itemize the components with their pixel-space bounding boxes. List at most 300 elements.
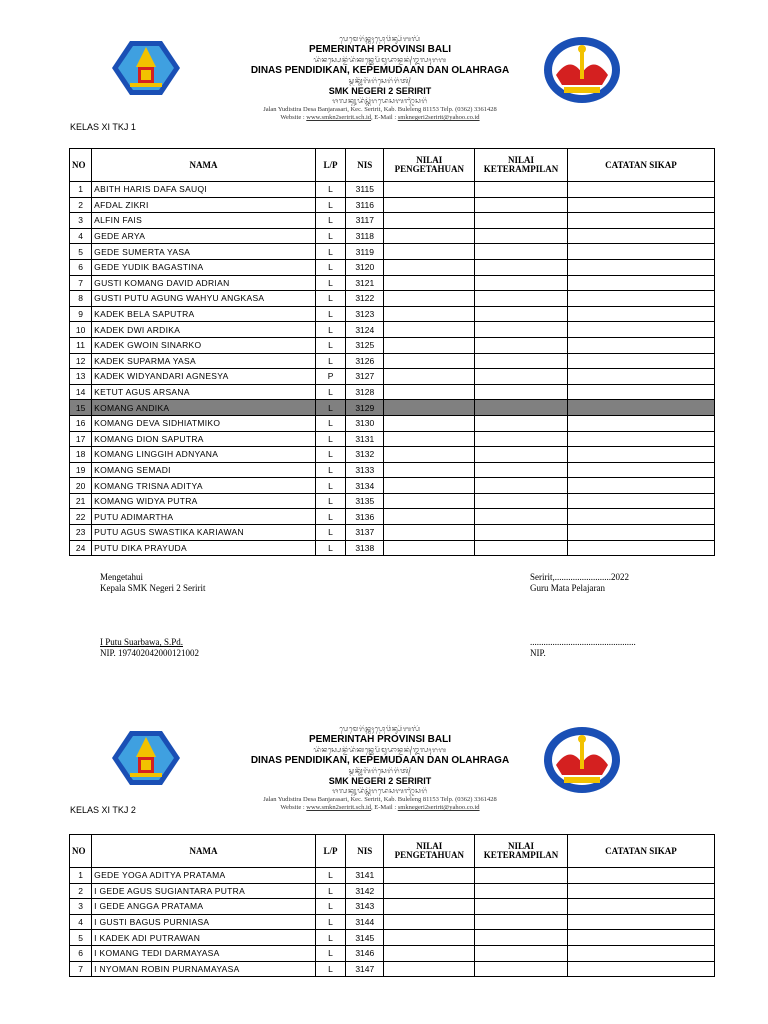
cell-nilai-keterampilan[interactable] <box>475 868 568 884</box>
cell-no: 24 <box>70 540 92 556</box>
cell-nilai-pengetahuan[interactable] <box>384 930 475 946</box>
cell-lp: L <box>315 306 345 322</box>
cell-no: 22 <box>70 509 92 525</box>
cell-nis: 3117 <box>346 213 384 229</box>
col-nilai-pengetahuan <box>384 835 475 868</box>
cell-lp: L <box>315 509 345 525</box>
cell-nama: KOMANG ANDIKA <box>92 400 316 416</box>
balinese-script-line: ᬲ᭄ᬫᬓ᭄ᬦᭂᬕᭂᬭᬶᬲᬾᬭᬶᬭᬶᬢ᭄ <box>348 767 412 775</box>
balinese-script-line: ᬧᬾᬫᬾᬭᬶᬦ᭄ᬢᬄᬧ᭄ᬭᭀᬯᬶᬦ᭄ᬲᬶᬩᬮᬶ <box>339 725 421 733</box>
website-label: Website : <box>280 114 305 121</box>
email-link[interactable]: smknegeri2seririt@yahoo.co.id <box>397 114 480 121</box>
cell-lp: L <box>315 275 345 291</box>
table-row <box>70 509 715 525</box>
teacher-name-blank: ............................................... <box>530 637 636 647</box>
cell-nilai-pengetahuan[interactable] <box>384 462 475 478</box>
col-nilai-pengetahuan-line1: NILAI <box>416 155 443 165</box>
cell-nilai-keterampilan[interactable] <box>475 322 568 338</box>
cell-nilai-keterampilan[interactable] <box>475 883 568 899</box>
bali-province-logo <box>110 727 182 789</box>
cell-catatan-sikap[interactable] <box>567 945 714 961</box>
place-date: Seririt,.........................2022 <box>530 572 629 582</box>
cell-nama: KOMANG WIDYA PUTRA <box>92 493 316 509</box>
cell-lp: L <box>315 244 345 260</box>
cell-nama: I KADEK ADI PUTRAWAN <box>92 930 316 946</box>
cell-nilai-pengetahuan[interactable] <box>384 961 475 977</box>
principal-nip: NIP. 197402042000121002 <box>100 648 200 658</box>
school-address: Jalan Yudistira Desa Banjarasari, Kec. Seririt, Kab. Buleleng 81153 Telp. (0362) 3361428 <box>263 796 497 803</box>
cell-catatan-sikap[interactable] <box>567 961 714 977</box>
balinese-script-line: ᬚᬮᬦ᭄ᬬᬸᬤᬶᬲ᭄ᬢᬶᬭᬤᬾᬲᬩᬜ᭄ᬚᬃᬲᬭᬶ <box>332 787 428 795</box>
col-catatan-sikap: CATATAN SIKAP <box>567 835 714 868</box>
cell-catatan-sikap[interactable] <box>567 353 714 369</box>
cell-no: 23 <box>70 525 92 541</box>
cell-catatan-sikap[interactable] <box>567 400 714 416</box>
cell-lp: L <box>315 447 345 463</box>
cell-nis: 3145 <box>346 930 384 946</box>
col-nilai-pengetahuan-line1: NILAI <box>416 841 443 851</box>
cell-nis: 3143 <box>346 899 384 915</box>
table-row <box>70 369 715 385</box>
cell-nilai-keterampilan[interactable] <box>475 447 568 463</box>
cell-nama: I GEDE ANGGA PRATAMA <box>92 899 316 915</box>
col-nis: NIS <box>346 835 384 868</box>
cell-lp: L <box>315 961 345 977</box>
cell-nilai-pengetahuan[interactable] <box>384 400 475 416</box>
cell-lp: L <box>315 868 345 884</box>
col-no: NO <box>70 835 92 868</box>
cell-no: 4 <box>70 914 92 930</box>
cell-nis: 3146 <box>346 945 384 961</box>
teacher-nip: NIP. <box>530 648 546 658</box>
cell-nilai-keterampilan[interactable] <box>475 493 568 509</box>
cell-nis: 3122 <box>346 291 384 307</box>
grade-table-2 <box>69 834 715 977</box>
cell-nama: KOMANG TRISNA ADITYA <box>92 478 316 494</box>
cell-catatan-sikap[interactable] <box>567 275 714 291</box>
cell-nis: 3124 <box>346 322 384 338</box>
cell-nama: ALFIN FAIS <box>92 213 316 229</box>
cell-no: 5 <box>70 930 92 946</box>
cell-nilai-pengetahuan[interactable] <box>384 509 475 525</box>
cell-catatan-sikap[interactable] <box>567 540 714 556</box>
cell-nilai-pengetahuan[interactable] <box>384 540 475 556</box>
school-logo <box>542 35 622 105</box>
cell-catatan-sikap[interactable] <box>567 259 714 275</box>
cell-no: 6 <box>70 259 92 275</box>
cell-nilai-pengetahuan[interactable] <box>384 275 475 291</box>
cell-lp: L <box>315 259 345 275</box>
cell-nis: 3134 <box>346 478 384 494</box>
cell-nilai-keterampilan[interactable] <box>475 291 568 307</box>
principal-name: I Putu Suarbawa, S.Pd. <box>100 637 183 647</box>
cell-nama: KADEK SUPARMA YASA <box>92 353 316 369</box>
cell-nilai-keterampilan[interactable] <box>475 415 568 431</box>
cell-nilai-keterampilan[interactable] <box>475 197 568 213</box>
cell-nis: 3123 <box>346 306 384 322</box>
cell-nilai-keterampilan[interactable] <box>475 930 568 946</box>
cell-nama: I GEDE AGUS SUGIANTARA PUTRA <box>92 883 316 899</box>
cell-lp: L <box>315 493 345 509</box>
col-nilai-pengetahuan-line2: PENGETAHUAN <box>394 850 464 860</box>
cell-nilai-pengetahuan[interactable] <box>384 525 475 541</box>
cell-no: 4 <box>70 228 92 244</box>
cell-no: 15 <box>70 400 92 416</box>
cell-nama: KADEK BELA SAPUTRA <box>92 306 316 322</box>
cell-nama: GEDE ARYA <box>92 228 316 244</box>
email-link[interactable]: smknegeri2seririt@yahoo.co.id <box>397 804 480 811</box>
cell-catatan-sikap[interactable] <box>567 182 714 198</box>
table-row <box>70 244 715 260</box>
table-row <box>70 914 715 930</box>
cell-nilai-pengetahuan[interactable] <box>384 883 475 899</box>
cell-catatan-sikap[interactable] <box>567 509 714 525</box>
cell-nilai-keterampilan[interactable] <box>475 213 568 229</box>
cell-nilai-keterampilan[interactable] <box>475 337 568 353</box>
cell-nilai-keterampilan[interactable] <box>475 353 568 369</box>
cell-nilai-keterampilan[interactable] <box>475 259 568 275</box>
cell-nilai-pengetahuan[interactable] <box>384 337 475 353</box>
mengetahui-label: Mengetahui <box>100 572 143 582</box>
signature-right <box>530 572 636 659</box>
cell-catatan-sikap[interactable] <box>567 868 714 884</box>
cell-nilai-pengetahuan[interactable] <box>384 478 475 494</box>
cell-no: 1 <box>70 868 92 884</box>
cell-nilai-keterampilan[interactable] <box>475 509 568 525</box>
col-nama: NAMA <box>92 835 316 868</box>
table-row <box>70 213 715 229</box>
cell-nilai-keterampilan[interactable] <box>475 244 568 260</box>
cell-nilai-keterampilan[interactable] <box>475 228 568 244</box>
balinese-script-line: ᬤᬶᬦᬲ᭄ᬧᬾᬦ᭄ᬤᬶᬤᬶᬓᬦ᭄ᬓᬾᬧᭂᬫᬸᬤᬵᬦ᭄ᬤᬦ᭄ᬑᬮᬄᬭᬕ <box>313 746 447 754</box>
contact-line <box>200 804 560 812</box>
table-header-row <box>70 835 715 868</box>
cell-nama: PUTU AGUS SWASTIKA KARIAWAN <box>92 525 316 541</box>
cell-catatan-sikap[interactable] <box>567 244 714 260</box>
letterhead-1 <box>0 35 768 121</box>
cell-nilai-keterampilan[interactable] <box>475 525 568 541</box>
cell-lp: L <box>315 540 345 556</box>
col-nilai-keterampilan-line1: NILAI <box>507 841 534 851</box>
cell-lp: L <box>315 384 345 400</box>
cell-nama: GUSTI PUTU AGUNG WAHYU ANGKASA <box>92 291 316 307</box>
cell-nis: 3129 <box>346 400 384 416</box>
cell-nilai-pengetahuan[interactable] <box>384 213 475 229</box>
cell-nis: 3136 <box>346 509 384 525</box>
cell-no: 7 <box>70 275 92 291</box>
col-nilai-keterampilan-line1: NILAI <box>507 155 534 165</box>
col-lp: L/P <box>315 149 345 182</box>
cell-lp: L <box>315 914 345 930</box>
cell-no: 1 <box>70 182 92 198</box>
cell-nama: KETUT AGUS ARSANA <box>92 384 316 400</box>
cell-lp: L <box>315 213 345 229</box>
cell-nilai-pengetahuan[interactable] <box>384 384 475 400</box>
table-row <box>70 961 715 977</box>
cell-catatan-sikap[interactable] <box>567 228 714 244</box>
table-row <box>70 462 715 478</box>
table-row <box>70 415 715 431</box>
school-logo <box>542 725 622 795</box>
cell-no: 5 <box>70 244 92 260</box>
cell-nilai-pengetahuan[interactable] <box>384 228 475 244</box>
cell-no: 2 <box>70 883 92 899</box>
cell-catatan-sikap[interactable] <box>567 213 714 229</box>
cell-no: 13 <box>70 369 92 385</box>
cell-lp: L <box>315 228 345 244</box>
cell-nis: 3137 <box>346 525 384 541</box>
cell-lp: L <box>315 883 345 899</box>
table-row <box>70 291 715 307</box>
table-row <box>70 353 715 369</box>
col-nilai-keterampilan-line2: KETERAMPILAN <box>483 164 559 174</box>
cell-nis: 3131 <box>346 431 384 447</box>
cell-lp: L <box>315 197 345 213</box>
cell-catatan-sikap[interactable] <box>567 384 714 400</box>
cell-nilai-keterampilan[interactable] <box>475 540 568 556</box>
cell-lp: L <box>315 337 345 353</box>
cell-no: 11 <box>70 337 92 353</box>
col-nis: NIS <box>346 149 384 182</box>
cell-catatan-sikap[interactable] <box>567 930 714 946</box>
cell-nilai-keterampilan[interactable] <box>475 462 568 478</box>
cell-nis: 3127 <box>346 369 384 385</box>
school-name: SMK NEGERI 2 SERIRIT <box>328 776 432 786</box>
cell-nis: 3130 <box>346 415 384 431</box>
cell-catatan-sikap[interactable] <box>567 337 714 353</box>
cell-nilai-keterampilan[interactable] <box>475 961 568 977</box>
cell-nama: GUSTI KOMANG DAVID ADRIAN <box>92 275 316 291</box>
cell-nilai-keterampilan[interactable] <box>475 945 568 961</box>
cell-nis: 3119 <box>346 244 384 260</box>
table-body-1 <box>70 182 715 556</box>
cell-nama: PUTU DIKA PRAYUDA <box>92 540 316 556</box>
cell-no: 20 <box>70 478 92 494</box>
signature-left <box>100 572 205 659</box>
table-row <box>70 337 715 353</box>
teacher-title: Guru Mata Pelajaran <box>530 583 605 593</box>
table-row <box>70 447 715 463</box>
cell-no: 12 <box>70 353 92 369</box>
table-row <box>70 182 715 198</box>
cell-no: 18 <box>70 447 92 463</box>
cell-nama: I KOMANG TEDI DARMAYASA <box>92 945 316 961</box>
cell-nilai-pengetahuan[interactable] <box>384 291 475 307</box>
cell-nilai-keterampilan[interactable] <box>475 478 568 494</box>
school-name: SMK NEGERI 2 SERIRIT <box>328 86 432 96</box>
cell-nama: GEDE SUMERTA YASA <box>92 244 316 260</box>
cell-nilai-keterampilan[interactable] <box>475 384 568 400</box>
cell-lp: L <box>315 930 345 946</box>
cell-nilai-keterampilan[interactable] <box>475 431 568 447</box>
cell-catatan-sikap[interactable] <box>567 306 714 322</box>
website-link[interactable]: www.smkn2seririt.sch.id <box>306 804 372 811</box>
col-nilai-keterampilan <box>475 149 568 182</box>
table-row <box>70 275 715 291</box>
cell-catatan-sikap[interactable] <box>567 291 714 307</box>
table-header-row <box>70 149 715 182</box>
cell-nilai-pengetahuan[interactable] <box>384 868 475 884</box>
cell-nama: KOMANG SEMADI <box>92 462 316 478</box>
cell-catatan-sikap[interactable] <box>567 883 714 899</box>
table-row <box>70 306 715 322</box>
table-row <box>70 945 715 961</box>
cell-no: 10 <box>70 322 92 338</box>
principal-title: Kepala SMK Negeri 2 Seririt <box>100 583 206 593</box>
col-nilai-keterampilan-line2: KETERAMPILAN <box>483 850 559 860</box>
table-row <box>70 322 715 338</box>
cell-lp: L <box>315 945 345 961</box>
table-body-2 <box>70 868 715 977</box>
cell-nilai-keterampilan[interactable] <box>475 899 568 915</box>
col-nilai-keterampilan <box>475 835 568 868</box>
table-row <box>70 540 715 556</box>
school-address: Jalan Yudistira Desa Banjarasari, Kec. Seririt, Kab. Buleleng 81153 Telp. (0362) 3361428 <box>263 106 497 113</box>
cell-nis: 3133 <box>346 462 384 478</box>
cell-lp: P <box>315 369 345 385</box>
cell-nis: 3138 <box>346 540 384 556</box>
table-row <box>70 197 715 213</box>
cell-nilai-pengetahuan[interactable] <box>384 353 475 369</box>
table-row <box>70 384 715 400</box>
cell-nama: KADEK WIDYANDARI AGNESYA <box>92 369 316 385</box>
cell-nama: KOMANG LINGGIH ADNYANA <box>92 447 316 463</box>
cell-no: 17 <box>70 431 92 447</box>
cell-nama: GEDE YOGA ADITYA PRATAMA <box>92 868 316 884</box>
website-link[interactable]: www.smkn2seririt.sch.id <box>306 114 372 121</box>
cell-nama: KADEK DWI ARDIKA <box>92 322 316 338</box>
cell-nis: 3115 <box>346 182 384 198</box>
cell-catatan-sikap[interactable] <box>567 525 714 541</box>
gov-name: PEMERINTAH PROVINSI BALI <box>308 734 452 745</box>
cell-nama: I GUSTI BAGUS PURNIASA <box>92 914 316 930</box>
cell-catatan-sikap[interactable] <box>567 447 714 463</box>
gov-name: PEMERINTAH PROVINSI BALI <box>308 44 452 55</box>
cell-nilai-keterampilan[interactable] <box>475 182 568 198</box>
cell-nilai-pengetahuan[interactable] <box>384 369 475 385</box>
cell-nilai-keterampilan[interactable] <box>475 275 568 291</box>
website-label: Website : <box>280 804 305 811</box>
cell-nilai-pengetahuan[interactable] <box>384 182 475 198</box>
class-title-2: KELAS XI TKJ 2 <box>70 805 136 815</box>
cell-lp: L <box>315 353 345 369</box>
cell-no: 16 <box>70 415 92 431</box>
cell-nilai-keterampilan[interactable] <box>475 306 568 322</box>
cell-lp: L <box>315 322 345 338</box>
balinese-script-line: ᬲ᭄ᬫᬓ᭄ᬦᭂᬕᭂᬭᬶᬲᬾᬭᬶᬭᬶᬢ᭄ <box>348 77 412 85</box>
balinese-script-line: ᬚᬮᬦ᭄ᬬᬸᬤᬶᬲ᭄ᬢᬶᬭᬤᬾᬲᬩᬜ᭄ᬚᬃᬲᬭᬶ <box>332 97 428 105</box>
cell-no: 21 <box>70 493 92 509</box>
cell-nis: 3144 <box>346 914 384 930</box>
table-row <box>70 883 715 899</box>
cell-lp: L <box>315 478 345 494</box>
cell-nilai-keterampilan[interactable] <box>475 400 568 416</box>
cell-nilai-pengetahuan[interactable] <box>384 415 475 431</box>
cell-catatan-sikap[interactable] <box>567 493 714 509</box>
cell-catatan-sikap[interactable] <box>567 899 714 915</box>
cell-nilai-pengetahuan[interactable] <box>384 197 475 213</box>
col-catatan-sikap: CATATAN SIKAP <box>567 149 714 182</box>
cell-nis: 3118 <box>346 228 384 244</box>
cell-lp: L <box>315 415 345 431</box>
table-row <box>70 400 715 416</box>
cell-no: 2 <box>70 197 92 213</box>
cell-catatan-sikap[interactable] <box>567 322 714 338</box>
cell-nilai-pengetahuan[interactable] <box>384 244 475 260</box>
cell-nama: PUTU ADIMARTHA <box>92 509 316 525</box>
cell-no: 7 <box>70 961 92 977</box>
bali-province-logo <box>110 37 182 99</box>
cell-catatan-sikap[interactable] <box>567 478 714 494</box>
cell-catatan-sikap[interactable] <box>567 431 714 447</box>
table-row <box>70 525 715 541</box>
cell-nilai-pengetahuan[interactable] <box>384 945 475 961</box>
cell-catatan-sikap[interactable] <box>567 369 714 385</box>
table-row <box>70 930 715 946</box>
cell-nama: KOMANG DEVA SIDHIATMIKO <box>92 415 316 431</box>
class-title-1: KELAS XI TKJ 1 <box>70 122 136 132</box>
email-label: , E-Mail : <box>371 804 397 811</box>
grade-table-1 <box>69 148 715 556</box>
table-row <box>70 259 715 275</box>
cell-catatan-sikap[interactable] <box>567 197 714 213</box>
dept-name: DINAS PENDIDIKAN, KEPEMUDAAN DAN OLAHRAGA <box>250 65 510 76</box>
cell-lp: L <box>315 462 345 478</box>
cell-no: 14 <box>70 384 92 400</box>
table-row <box>70 478 715 494</box>
cell-no: 9 <box>70 306 92 322</box>
cell-lp: L <box>315 899 345 915</box>
cell-nilai-keterampilan[interactable] <box>475 369 568 385</box>
cell-nis: 3121 <box>346 275 384 291</box>
table-row <box>70 868 715 884</box>
cell-catatan-sikap[interactable] <box>567 415 714 431</box>
cell-nama: KOMANG DION SAPUTRA <box>92 431 316 447</box>
cell-lp: L <box>315 182 345 198</box>
cell-no: 3 <box>70 213 92 229</box>
cell-no: 6 <box>70 945 92 961</box>
cell-nilai-pengetahuan[interactable] <box>384 306 475 322</box>
cell-nis: 3147 <box>346 961 384 977</box>
cell-nis: 3128 <box>346 384 384 400</box>
cell-nilai-pengetahuan[interactable] <box>384 447 475 463</box>
col-nilai-pengetahuan-line2: PENGETAHUAN <box>394 164 464 174</box>
cell-no: 3 <box>70 899 92 915</box>
cell-lp: L <box>315 291 345 307</box>
cell-nama: KADEK GWOIN SINARKO <box>92 337 316 353</box>
cell-nilai-pengetahuan[interactable] <box>384 259 475 275</box>
cell-no: 8 <box>70 291 92 307</box>
balinese-script-line: ᬤᬶᬦᬲ᭄ᬧᬾᬦ᭄ᬤᬶᬤᬶᬓᬦ᭄ᬓᬾᬧᭂᬫᬸᬤᬵᬦ᭄ᬤᬦ᭄ᬑᬮᬄᬭᬕ <box>313 56 447 64</box>
cell-nilai-pengetahuan[interactable] <box>384 493 475 509</box>
cell-nilai-keterampilan[interactable] <box>475 914 568 930</box>
cell-lp: L <box>315 400 345 416</box>
cell-nama: AFDAL ZIKRI <box>92 197 316 213</box>
col-nama: NAMA <box>92 149 316 182</box>
cell-nama: I NYOMAN ROBIN PURNAMAYASA <box>92 961 316 977</box>
cell-nis: 3141 <box>346 868 384 884</box>
cell-catatan-sikap[interactable] <box>567 914 714 930</box>
col-nilai-pengetahuan <box>384 149 475 182</box>
cell-nilai-pengetahuan[interactable] <box>384 431 475 447</box>
cell-nilai-pengetahuan[interactable] <box>384 914 475 930</box>
cell-nilai-pengetahuan[interactable] <box>384 322 475 338</box>
table-row <box>70 899 715 915</box>
cell-catatan-sikap[interactable] <box>567 462 714 478</box>
cell-lp: L <box>315 431 345 447</box>
contact-line <box>200 114 560 122</box>
cell-nilai-pengetahuan[interactable] <box>384 899 475 915</box>
